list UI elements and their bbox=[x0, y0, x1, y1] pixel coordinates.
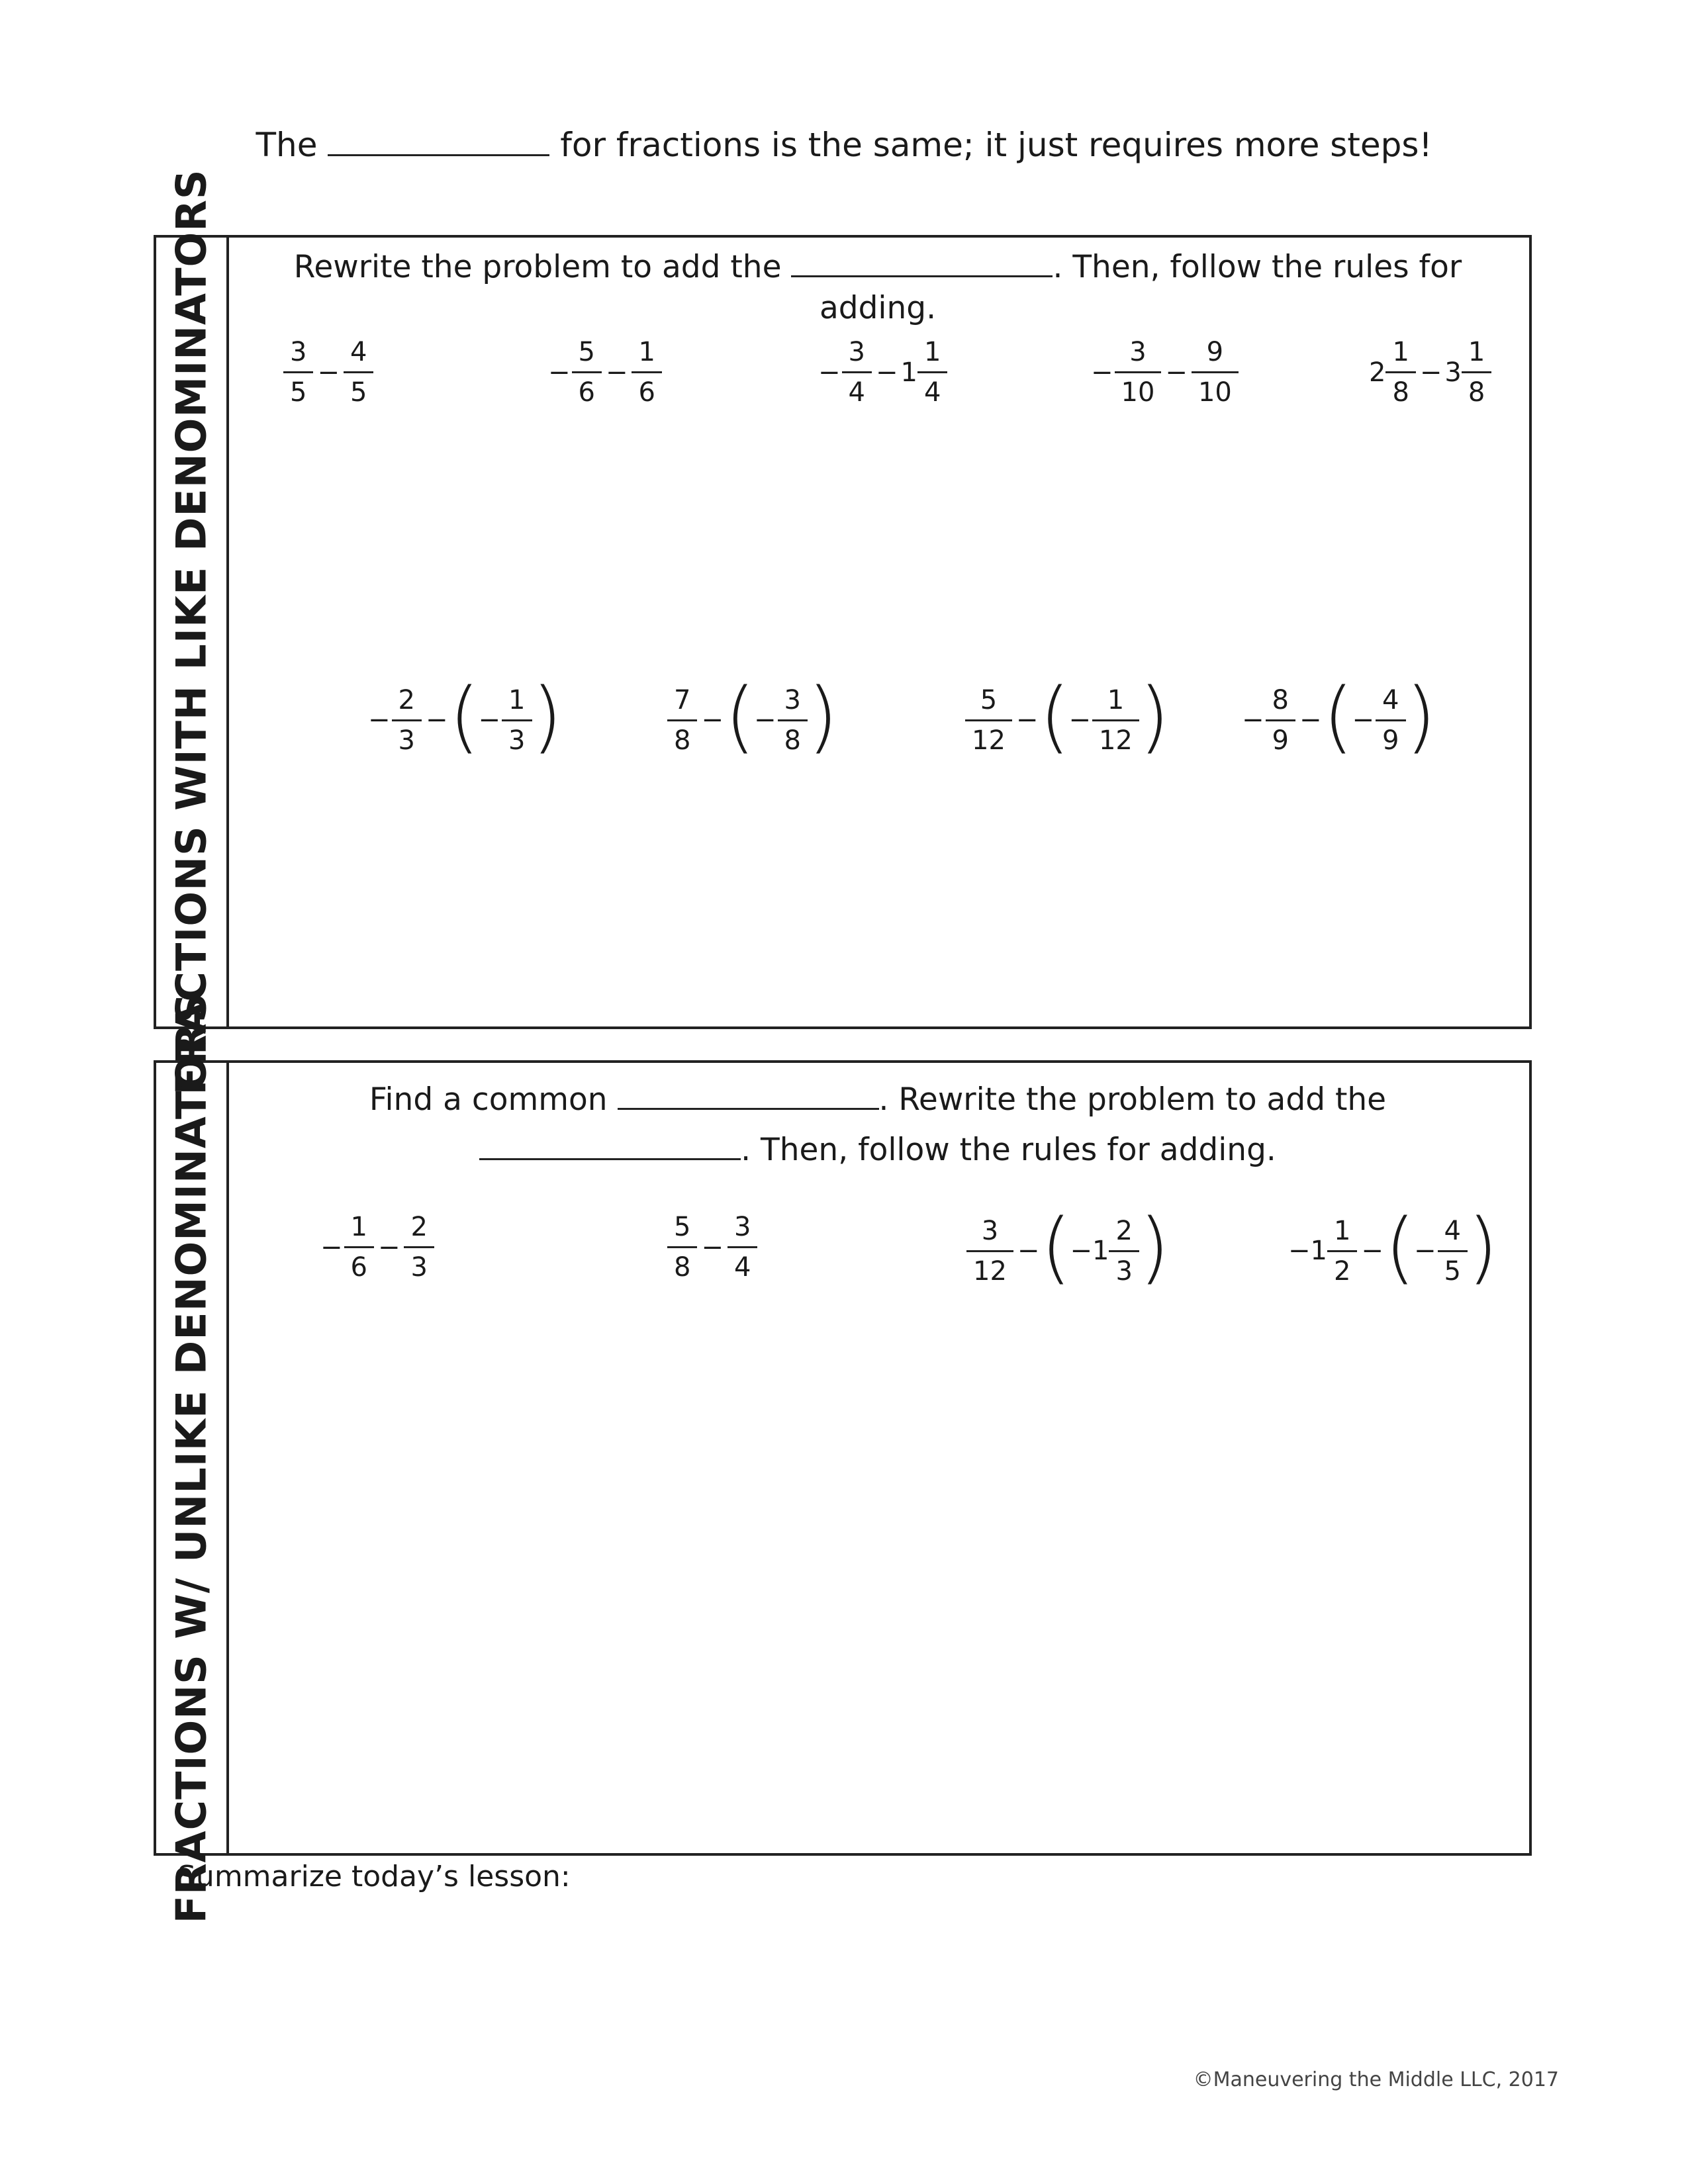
instructions: Find a common . Rewrite the problem to add the . Then, follow the rules for adding. bbox=[369, 1081, 1387, 1168]
fraction: $\frac{4}{5}$ bbox=[344, 337, 373, 408]
problem-2: − $\frac{5}{6}$ − $\frac{1}{6}$ bbox=[548, 337, 663, 408]
problem-8: $\frac{5}{12}$ − ( − $\frac{1}{12}$ ) bbox=[964, 681, 1168, 759]
problem-11: $\frac{5}{8}$ − $\frac{3}{4}$ bbox=[666, 1212, 759, 1283]
header-sentence: The for fractions is the same; it just requires more steps! bbox=[256, 126, 1432, 164]
fraction: $\frac{1}{8}$ bbox=[1385, 337, 1415, 408]
fraction: $\frac{1}{6}$ bbox=[632, 337, 661, 408]
problem-4: − $\frac{3}{10}$ − $\frac{9}{10}$ bbox=[1091, 337, 1240, 408]
fraction: $\frac{2}{3}$ bbox=[404, 1212, 434, 1283]
problem-3: − $\frac{3}{4}$ − 1 $\frac{1}{4}$ bbox=[818, 337, 949, 408]
section-label: FRACTIONS WITH LIKE DENOMINATORS bbox=[167, 169, 216, 1095]
fraction: $\frac{5}{6}$ bbox=[572, 337, 602, 408]
fraction: $\frac{1}{6}$ bbox=[344, 1212, 374, 1283]
problem-13: − 1 $\frac{1}{2}$ − ( − $\frac{4}{5}$ ) bbox=[1288, 1201, 1498, 1293]
section-label-column bbox=[156, 992, 229, 1924]
problem-1: $\frac{3}{5}$ − $\frac{4}{5}$ bbox=[282, 337, 375, 408]
section-label-column bbox=[156, 169, 229, 1095]
section-like-denominators bbox=[154, 169, 1532, 1095]
problem-7: $\frac{7}{8}$ − ( − $\frac{3}{8}$ ) bbox=[666, 681, 837, 759]
fraction: $\frac{4}{5}$ bbox=[1438, 1216, 1468, 1287]
instructions: Rewrite the problem to add the . Then, follow the rules for adding. bbox=[293, 249, 1462, 326]
problem-6: − $\frac{2}{3}$ − ( − $\frac{1}{3}$ ) bbox=[368, 670, 563, 762]
header-blank[interactable] bbox=[328, 154, 549, 156]
fraction: $\frac{4}{9}$ bbox=[1376, 685, 1405, 756]
fraction: $\frac{1}{12}$ bbox=[1092, 685, 1139, 756]
fraction: $\frac{1}{8}$ bbox=[1462, 337, 1491, 408]
problem-12: $\frac{3}{12}$ − ( − 1 $\frac{2}{3}$ ) bbox=[965, 1212, 1168, 1290]
problem-5: 2 $\frac{1}{8}$ − 3 $\frac{1}{8}$ bbox=[1369, 337, 1493, 408]
fraction: $\frac{5}{12}$ bbox=[965, 685, 1012, 756]
fraction: $\frac{8}{9}$ bbox=[1266, 685, 1295, 756]
problem-10: − $\frac{1}{6}$ − $\frac{2}{3}$ bbox=[320, 1212, 436, 1283]
fraction: $\frac{9}{10}$ bbox=[1192, 337, 1239, 408]
copyright: ©Maneuvering the Middle LLC, 2017 bbox=[1193, 2068, 1559, 2091]
fraction: $\frac{3}{4}$ bbox=[727, 1212, 757, 1283]
fraction: $\frac{3}{4}$ bbox=[842, 337, 872, 408]
fraction: $\frac{2}{3}$ bbox=[392, 685, 422, 756]
summary-prompt: Summarize today’s lesson: bbox=[177, 1860, 571, 1893]
fraction: $\frac{7}{8}$ bbox=[667, 685, 697, 756]
fraction: $\frac{1}{2}$ bbox=[1327, 1216, 1357, 1287]
problem-9: − $\frac{8}{9}$ − ( − $\frac{4}{9}$ ) bbox=[1242, 670, 1436, 762]
fraction: $\frac{3}{5}$ bbox=[283, 337, 313, 408]
section-label: FRACTIONS W/ UNLIKE DENOMINATORS bbox=[167, 992, 216, 1924]
fraction: $\frac{3}{10}$ bbox=[1115, 337, 1162, 408]
instructions-blank[interactable] bbox=[618, 1107, 879, 1110]
fraction: $\frac{3}{12}$ bbox=[966, 1216, 1013, 1287]
fraction: $\frac{2}{3}$ bbox=[1109, 1216, 1139, 1287]
fraction: $\frac{5}{8}$ bbox=[667, 1212, 697, 1283]
fraction: $\frac{1}{3}$ bbox=[502, 685, 532, 756]
instructions-blank-2[interactable] bbox=[479, 1158, 741, 1160]
fraction: $\frac{3}{8}$ bbox=[778, 685, 808, 756]
fraction: $\frac{1}{4}$ bbox=[917, 337, 947, 408]
instructions-blank[interactable] bbox=[791, 275, 1053, 277]
